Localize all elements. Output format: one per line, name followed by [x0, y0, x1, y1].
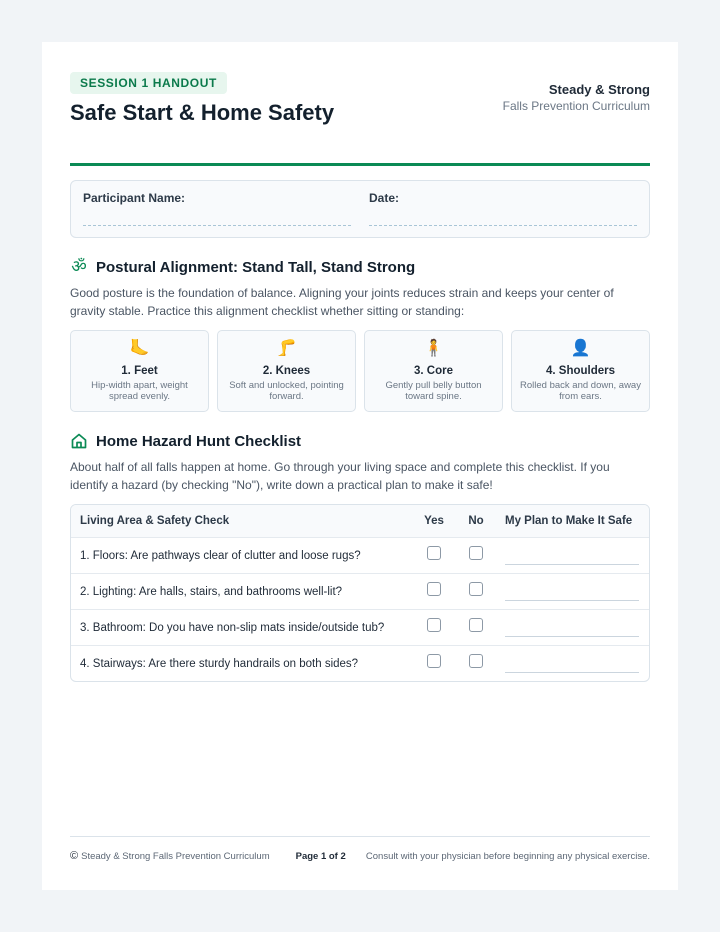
brand-name: Steady & Strong [548, 82, 650, 97]
footer-left [70, 850, 270, 862]
yes-checkbox[interactable] [427, 618, 441, 632]
foot-icon: 🦶 [129, 340, 150, 357]
header [70, 72, 650, 166]
footer-disclaimer: Consult with your physician before beginning any physical exercise. [365, 851, 650, 862]
page-title: Safe Start & Home Safety [70, 100, 335, 125]
date-field[interactable] [367, 191, 639, 237]
alignment-card-shoulders [511, 330, 650, 412]
plan-input-line[interactable] [505, 583, 639, 601]
date-line[interactable] [369, 225, 637, 226]
plan-input-line[interactable] [505, 655, 639, 673]
leg-icon: 🦵 [276, 340, 297, 357]
participant-name-field[interactable] [81, 191, 353, 237]
participant-name-line[interactable] [83, 225, 351, 226]
card-title: 3. Core [414, 365, 453, 377]
handout-page [42, 42, 678, 890]
plan-input-line[interactable] [505, 547, 639, 565]
column-header-no: No [468, 515, 484, 527]
participant-name-label: Participant Name: [83, 191, 186, 205]
no-checkbox[interactable] [469, 618, 483, 632]
page-number: Page 1 of 2 [295, 851, 346, 862]
card-description: Rolled back and down, away from ears. [520, 380, 641, 402]
card-description: Gently pull belly button toward spine. [385, 380, 482, 402]
copyright-icon: © [70, 850, 79, 862]
brand [503, 82, 650, 113]
table-header-row [71, 505, 649, 537]
participant-info [70, 180, 650, 238]
posture-heading: Postural Alignment: Stand Tall, Stand Strong [96, 258, 416, 276]
check-item: 2. Lighting: Are halls, stairs, and bathrooms well-lit? [80, 585, 343, 598]
plan-input-line[interactable] [505, 619, 639, 637]
table-row [71, 573, 649, 609]
table-row [71, 537, 649, 573]
yes-checkbox[interactable] [427, 582, 441, 596]
no-checkbox[interactable] [469, 654, 483, 668]
session-badge: SESSION 1 HANDOUT [70, 72, 227, 94]
footer [70, 836, 650, 862]
card-title: 4. Shoulders [545, 365, 616, 377]
yes-checkbox[interactable] [427, 546, 441, 560]
hazard-intro: About half of all falls happen at home. Go through your living space and complete this checklist. If you identify a hazard (by checking "No"), write down a practical plan to make it safe! [70, 460, 610, 492]
column-header-check: Living Area & Safety Check [80, 515, 230, 527]
posture-section-title [70, 258, 650, 276]
column-header-yes: Yes [424, 515, 444, 527]
footer-curriculum: Steady & Strong Falls Prevention Curriculum [81, 850, 270, 862]
hazard-checklist-table [70, 504, 650, 682]
card-description: Soft and unlocked, pointing forward. [229, 380, 344, 402]
hazard-heading: Home Hazard Hunt Checklist [96, 432, 302, 450]
date-label: Date: [369, 191, 400, 205]
table-row [71, 645, 649, 681]
table-row [71, 609, 649, 645]
column-header-plan: My Plan to Make It Safe [505, 515, 633, 527]
hazard-section-title [70, 432, 650, 450]
card-title: 1. Feet [121, 365, 158, 377]
alignment-card-feet [70, 330, 209, 412]
alignment-cards [70, 330, 650, 412]
brand-subtitle: Falls Prevention Curriculum [502, 99, 650, 113]
yes-checkbox[interactable] [427, 654, 441, 668]
alignment-card-knees [217, 330, 356, 412]
posture-intro: Good posture is the foundation of balance. Aligning your joints reduces strain and keeps your center of gravity stable. Practice this alignment checklist whether sitting or standing: [70, 286, 614, 318]
card-description: Hip-width apart, weight spread evenly. [91, 380, 188, 402]
person-bust-icon: 👤 [570, 340, 591, 357]
check-item: 3. Bathroom: Do you have non-slip mats inside/outside tub? [80, 621, 385, 634]
yoga-icon: ॐ [71, 257, 87, 276]
home-icon [70, 432, 88, 450]
standing-person-icon: 🧍 [423, 340, 444, 357]
no-checkbox[interactable] [469, 582, 483, 596]
check-item: 4. Stairways: Are there sturdy handrails on both sides? [80, 657, 359, 670]
alignment-card-core [364, 330, 503, 412]
no-checkbox[interactable] [469, 546, 483, 560]
card-title: 2. Knees [262, 365, 311, 377]
check-item: 1. Floors: Are pathways clear of clutter and loose rugs? [80, 549, 361, 562]
